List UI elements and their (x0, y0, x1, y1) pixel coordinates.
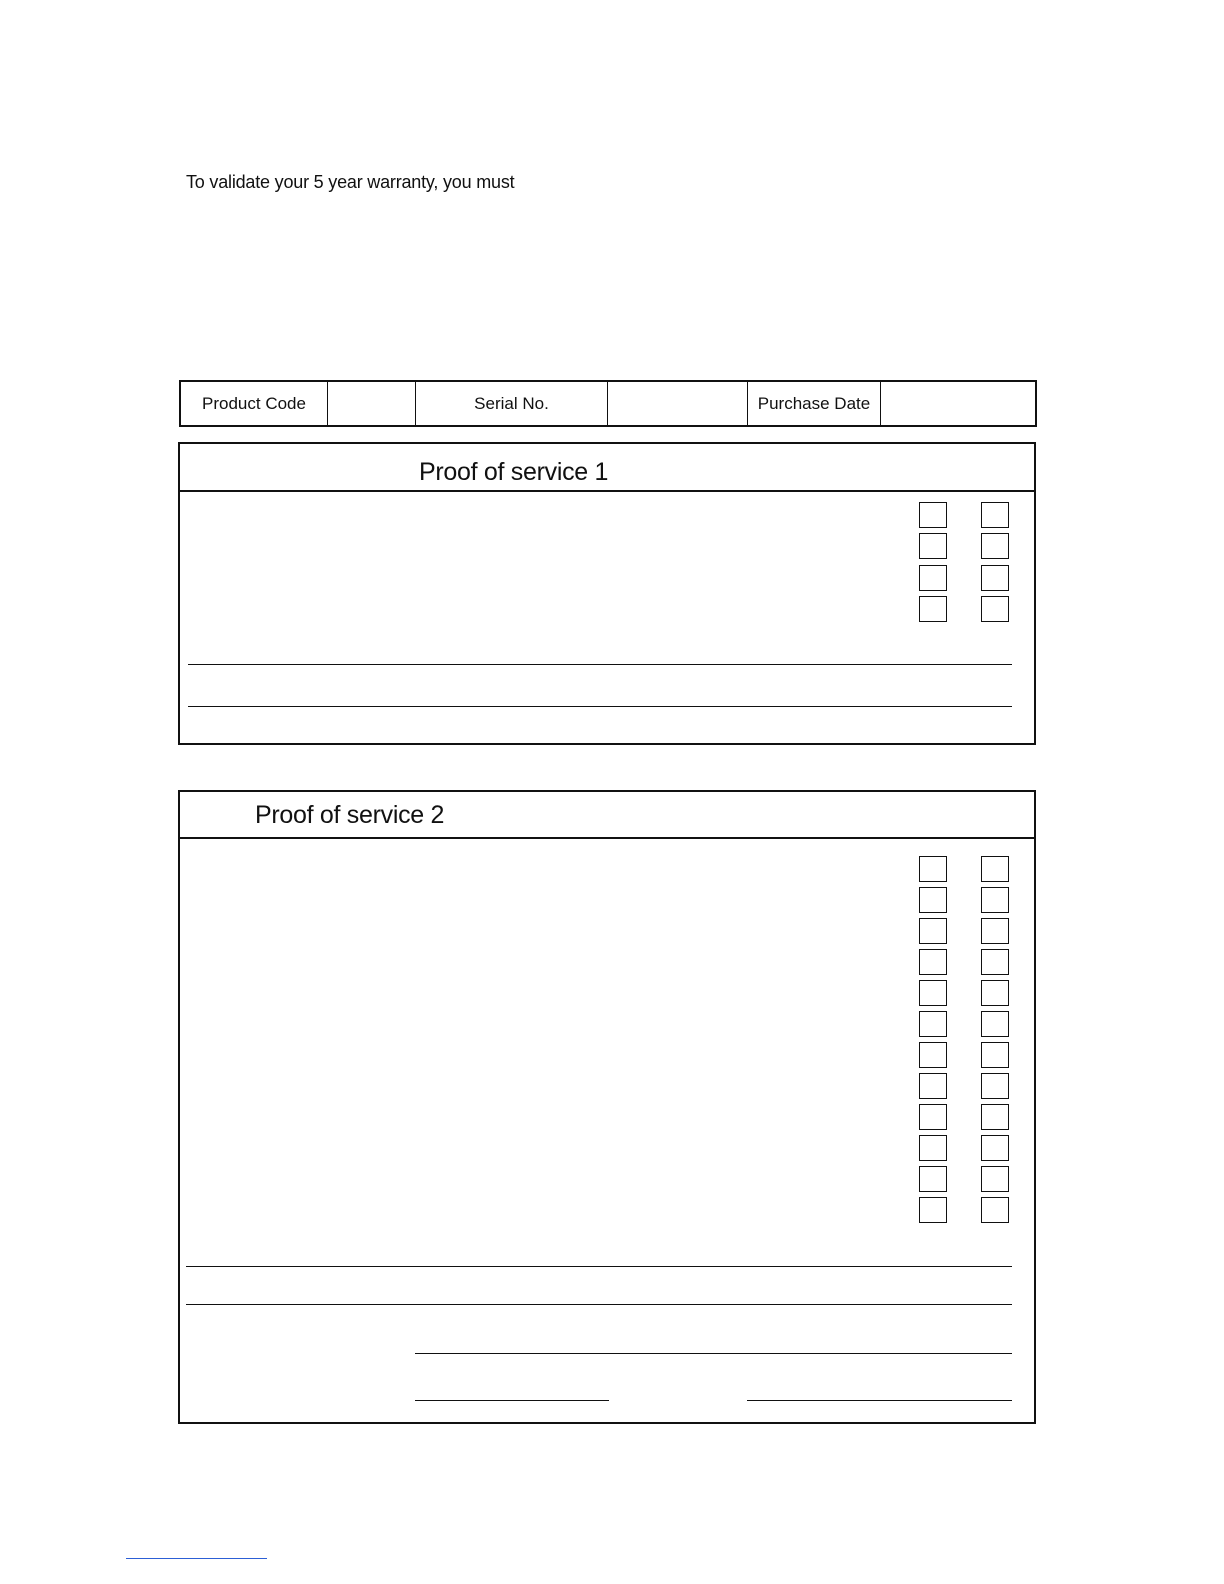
service-1-checkbox-a[interactable] (919, 565, 947, 591)
proof-of-service-1-panel (178, 442, 1036, 745)
service-2-checkbox-a[interactable] (919, 1073, 947, 1099)
service-2-checkbox-b[interactable] (981, 1011, 1009, 1037)
service-2-checkbox-a[interactable] (919, 856, 947, 882)
service-1-checkbox-b[interactable] (981, 533, 1009, 559)
service-2-checkbox-b[interactable] (981, 1073, 1009, 1099)
service-1-checkbox-a[interactable] (919, 596, 947, 622)
service-1-checkbox-a[interactable] (919, 533, 947, 559)
purchase-date-label: Purchase Date (748, 382, 881, 425)
service-2-checkbox-a[interactable] (919, 949, 947, 975)
service-1-checkbox-b[interactable] (981, 596, 1009, 622)
signature-line[interactable] (186, 1304, 1012, 1305)
service-2-checkbox-a[interactable] (919, 887, 947, 913)
purchase-date-input[interactable] (881, 382, 1035, 425)
serial-no-input[interactable] (608, 382, 748, 425)
product-info-row (179, 380, 1037, 427)
date-line[interactable] (415, 1400, 609, 1401)
footer-link-underline (126, 1558, 267, 1559)
intro-text: To validate your 5 year warranty, you must (186, 172, 515, 192)
service-2-checkbox-a[interactable] (919, 1104, 947, 1130)
service-2-checkbox-b[interactable] (981, 1197, 1009, 1223)
product-code-label: Product Code (181, 382, 328, 425)
signature-line[interactable] (186, 1266, 1012, 1267)
service-2-checkbox-b[interactable] (981, 1042, 1009, 1068)
service-2-checkbox-b[interactable] (981, 980, 1009, 1006)
service-1-checkbox-b[interactable] (981, 502, 1009, 528)
service-2-checkbox-a[interactable] (919, 1011, 947, 1037)
service-2-checkbox-b[interactable] (981, 1166, 1009, 1192)
signature-line[interactable] (415, 1353, 1012, 1354)
service-2-checkbox-a[interactable] (919, 918, 947, 944)
service-2-checkbox-a[interactable] (919, 1197, 947, 1223)
proof-of-service-2-panel (178, 790, 1036, 1424)
service-2-checkbox-b[interactable] (981, 949, 1009, 975)
serial-no-label: Serial No. (416, 382, 608, 425)
service-2-checkbox-b[interactable] (981, 1104, 1009, 1130)
service-2-checkbox-a[interactable] (919, 980, 947, 1006)
service-2-checkbox-b[interactable] (981, 918, 1009, 944)
proof-of-service-1-title: Proof of service 1 (419, 458, 609, 486)
signature-line[interactable] (188, 706, 1012, 707)
service-2-checkbox-a[interactable] (919, 1042, 947, 1068)
service-2-checkbox-b[interactable] (981, 856, 1009, 882)
signature-line[interactable] (188, 664, 1012, 665)
service-2-checkbox-a[interactable] (919, 1166, 947, 1192)
product-code-input[interactable] (328, 382, 416, 425)
service-1-checkbox-b[interactable] (981, 565, 1009, 591)
service-2-checkbox-a[interactable] (919, 1135, 947, 1161)
service-2-checkbox-b[interactable] (981, 887, 1009, 913)
service-2-checkbox-b[interactable] (981, 1135, 1009, 1161)
proof-of-service-2-title: Proof of service 2 (255, 801, 445, 829)
stamp-line[interactable] (747, 1400, 1012, 1401)
service-1-checkbox-a[interactable] (919, 502, 947, 528)
